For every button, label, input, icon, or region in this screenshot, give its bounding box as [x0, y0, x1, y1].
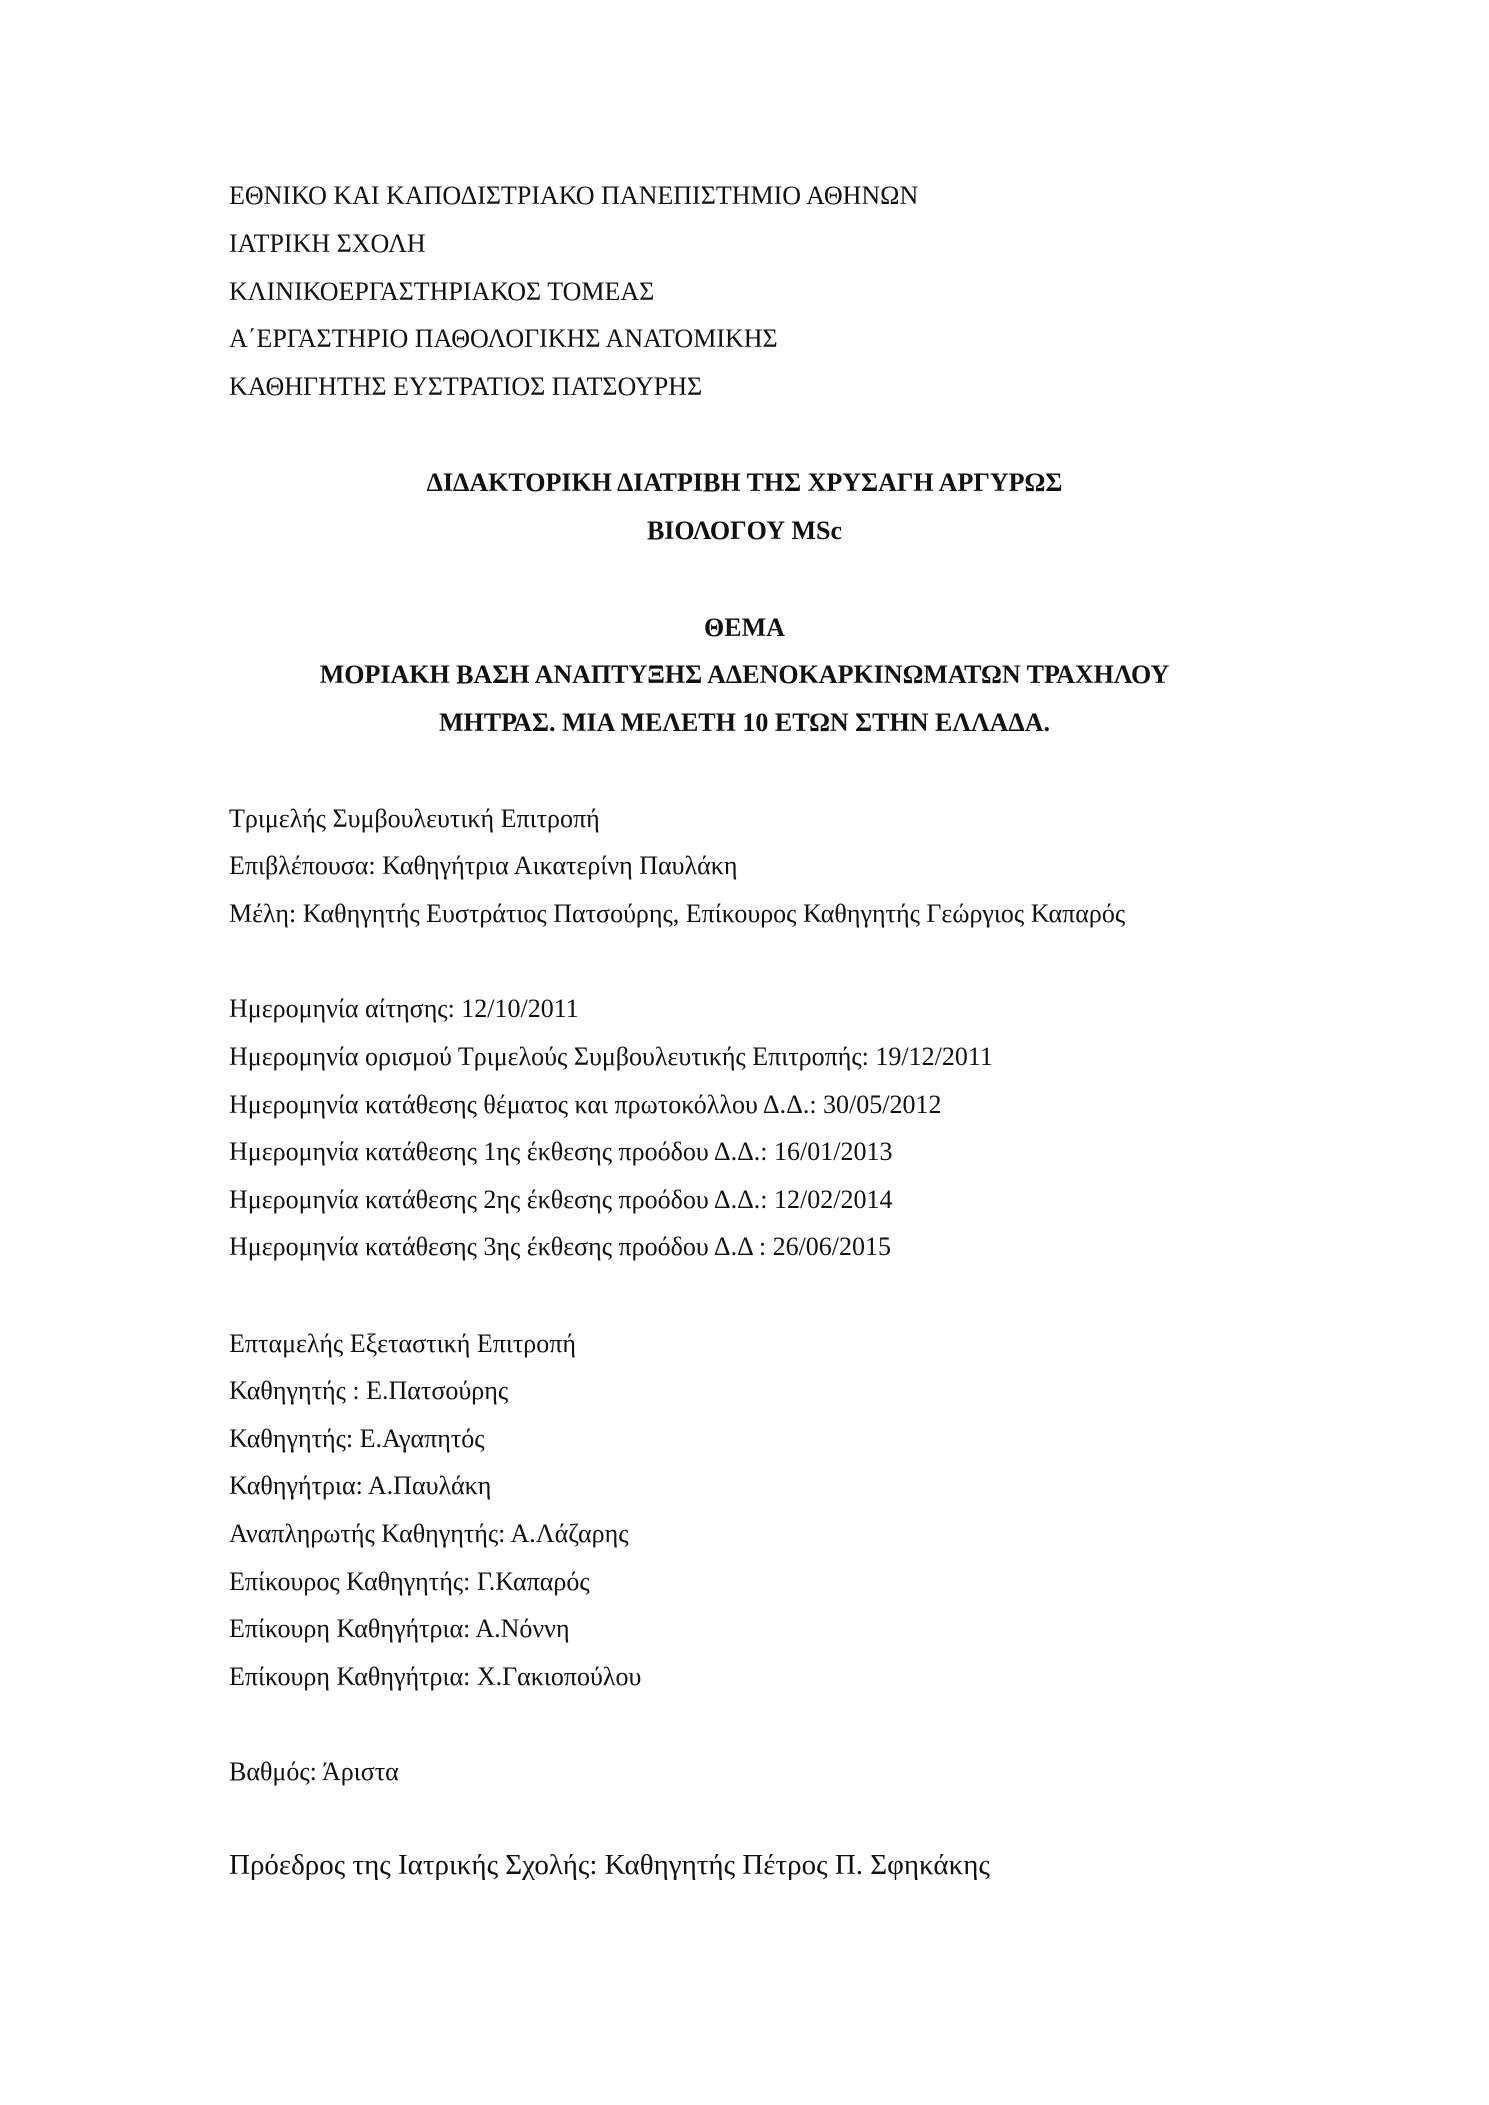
date-topic-submission: Ημερομηνία κατάθεσης θέματος και πρωτοκόλλου Δ.Δ.: 30/05/2012: [229, 1090, 942, 1119]
date-progress-report-2: Ημερομηνία κατάθεσης 2ης έκθεσης προόδου Δ.Δ.: 12/02/2014: [229, 1185, 893, 1214]
topic-label: ΘΕΜΑ: [704, 613, 785, 642]
date-committee-appointment: Ημερομηνία ορισμού Τριμελούς Συμβουλευτικής Επιτροπής: 19/12/2011: [229, 1042, 993, 1071]
examination-committee-member: Επίκουρη Καθηγήτρια: Χ.Γακιοπούλου: [229, 1662, 642, 1691]
examination-committee-member: Επίκουρος Καθηγητής: Γ.Καπαρός: [229, 1567, 590, 1596]
school-name: ΙΑΤΡΙΚΗ ΣΧΟΛΗ: [229, 229, 426, 258]
university-name: ΕΘΝΙΚΟ ΚΑΙ ΚΑΠΟΔΙΣΤΡΙΑΚΟ ΠΑΝΕΠΙΣΤΗΜΙΟ ΑΘΗΝΩΝ: [229, 181, 919, 210]
department-name: ΚΛΙΝΙΚΟΕΡΓΑΣΤΗΡΙΑΚΟΣ ΤΟΜΕΑΣ: [229, 277, 655, 306]
advisory-committee-supervisor: Επιβλέπουσα: Καθηγήτρια Αικατερίνη Παυλάκη: [229, 851, 738, 880]
laboratory-name: Α΄ΕΡΓΑΣΤΗΡΙΟ ΠΑΘΟΛΟΓΙΚΗΣ ΑΝΑΤΟΜΙΚΗΣ: [229, 324, 778, 353]
date-progress-report-3: Ημερομηνία κατάθεσης 3ης έκθεσης προόδου Δ.Δ : 26/06/2015: [229, 1232, 892, 1261]
topic-line-2: ΜΗΤΡΑΣ. ΜΙΑ ΜΕΛΕΤΗ 10 ΕΤΩΝ ΣΤΗΝ ΕΛΛΑΔΑ.: [439, 708, 1050, 737]
advisory-committee-title: Τριμελής Συμβουλευτική Επιτροπή: [229, 804, 600, 833]
examination-committee-member: Καθηγητής: Ε.Αγαπητός: [229, 1424, 485, 1453]
topic-line-1: ΜΟΡΙΑΚΗ ΒΑΣΗ ΑΝΑΠΤΥΞΗΣ ΑΔΕΝΟΚΑΡΚΙΝΩΜΑΤΩΝ ΤΡΑΧΗΛΟΥ: [319, 660, 1170, 689]
examination-committee-member: Επίκουρη Καθηγήτρια: Α.Νόννη: [229, 1614, 570, 1643]
date-application: Ημερομηνία αίτησης: 12/10/2011: [229, 994, 579, 1023]
thesis-title: ΔΙΔΑΚΤΟΡΙΚΗ ΔΙΑΤΡΙΒΗ ΤΗΣ ΧΡΥΣΑΓΗ ΑΡΓΥΡΩΣ: [426, 468, 1063, 497]
examination-committee-title: Επταμελής Εξεταστική Επιτροπή: [229, 1329, 576, 1358]
date-progress-report-1: Ημερομηνία κατάθεσης 1ης έκθεσης προόδου Δ.Δ.: 16/01/2013: [229, 1137, 893, 1166]
examination-committee-member: Καθηγήτρια: Α.Παυλάκη: [229, 1471, 492, 1500]
examination-committee-member: Αναπληρωτής Καθηγητής: Α.Λάζαρης: [229, 1519, 629, 1548]
advisory-committee-members: Μέλη: Καθηγητής Ευστράτιος Πατσούρης, Επίκουρος Καθηγητής Γεώργιος Καπαρός: [229, 899, 1126, 928]
dean: Πρόεδρος της Ιατρικής Σχολής: Καθηγητής Πέτρος Π. Σφηκάκης: [229, 1849, 990, 1881]
professor-name: ΚΑΘΗΓΗΤΗΣ ΕΥΣΤΡΑΤΙΟΣ ΠΑΤΣΟΥΡΗΣ: [229, 372, 703, 401]
examination-committee-member: Καθηγητής : Ε.Πατσούρης: [229, 1376, 509, 1405]
thesis-subtitle: ΒΙΟΛΟΓΟΥ MSc: [646, 516, 843, 545]
grade: Βαθμός: Άριστα: [229, 1757, 399, 1786]
